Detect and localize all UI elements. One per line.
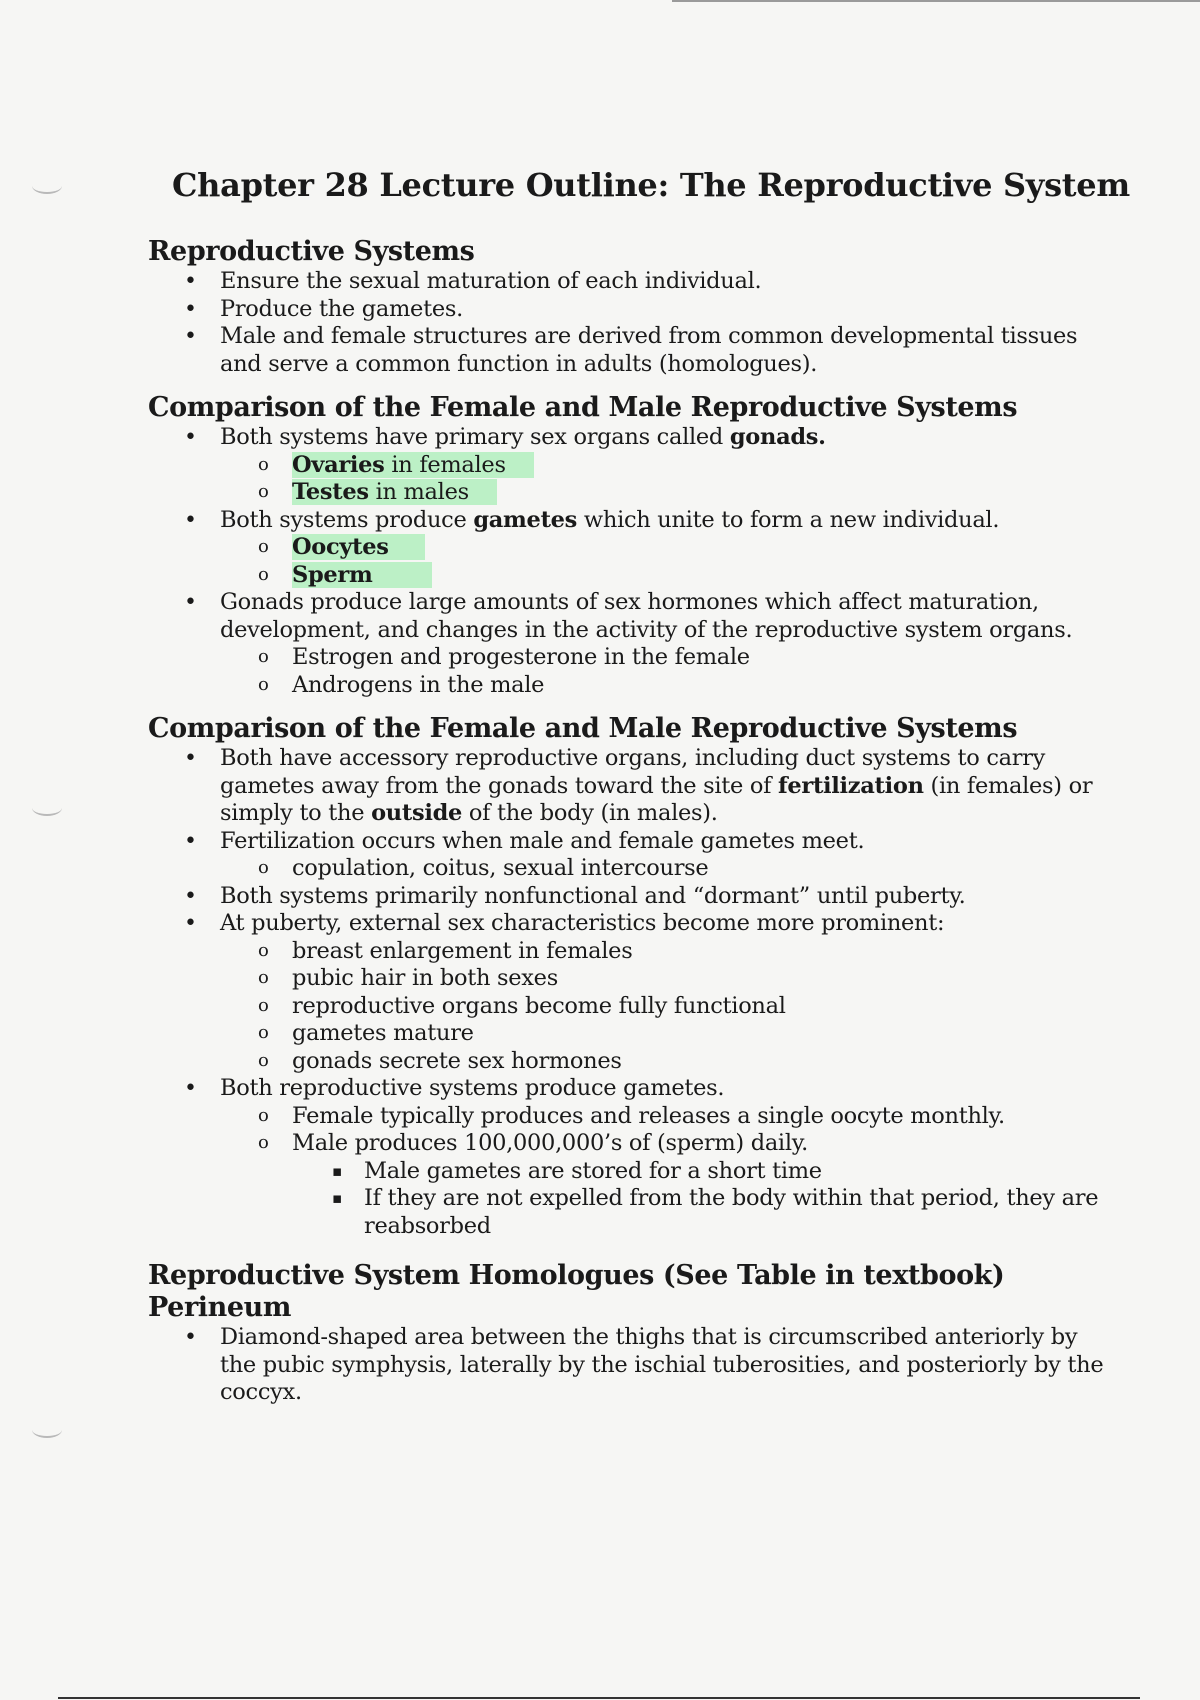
text-run: in males bbox=[368, 479, 469, 505]
binder-hole-mark bbox=[32, 800, 62, 816]
sub-list bbox=[220, 938, 1108, 1076]
highlight bbox=[292, 562, 432, 588]
text-run: which unite to form a new individual. bbox=[577, 506, 1000, 533]
text-run: Both systems produce bbox=[220, 506, 474, 533]
bold-term: gonads. bbox=[729, 424, 826, 450]
list-item: • Both systems primarily nonfunctional and “dormant” until puberty. bbox=[148, 883, 1108, 911]
text-run: of the body (in males). bbox=[462, 800, 718, 826]
sub-item bbox=[148, 452, 1108, 480]
text-run: (in females) or simply to the bbox=[220, 772, 1093, 826]
sub-item bbox=[148, 479, 1108, 507]
sub-item bbox=[148, 1130, 1108, 1240]
bold-term: outside bbox=[371, 800, 463, 826]
list-item: • Diamond-shaped area between the thighs that is circumscribed anteriorly by the pubic symphysis, laterally by the ischial tuberosities, and posteriorly by the coccyx. bbox=[148, 1324, 1108, 1407]
scan-edge-line bbox=[672, 0, 1200, 2]
text-run: Both have accessory reproductive organs, including duct systems to carry gametes away from the gonads toward the site of bbox=[220, 745, 1046, 799]
list-item bbox=[148, 910, 1108, 1075]
bullet-list bbox=[148, 424, 1108, 699]
binder-hole-mark bbox=[32, 178, 62, 194]
sub-item: o gametes mature bbox=[148, 1020, 1108, 1048]
list-item bbox=[148, 507, 1108, 590]
bold-term: gametes bbox=[473, 506, 578, 533]
sub-sub-list bbox=[292, 1158, 1108, 1241]
sub-list bbox=[220, 855, 1108, 883]
list-item: • Ensure the sexual maturation of each individual. bbox=[148, 268, 1108, 296]
highlight bbox=[292, 534, 425, 560]
bold-term: fertilization bbox=[778, 772, 924, 799]
bullet-list bbox=[148, 1324, 1108, 1407]
sub-item: o gonads secrete sex hormones bbox=[148, 1048, 1108, 1076]
list-item bbox=[148, 828, 1108, 883]
list-item: • Male and female structures are derived from common developmental tissues and serve a common function in adults (homologues). bbox=[148, 323, 1108, 378]
sub-list bbox=[220, 452, 1108, 507]
text-run: Male produces 100,000,000’s of (sperm) daily. bbox=[292, 1130, 808, 1156]
sub-item: o breast enlargement in females bbox=[148, 938, 1108, 966]
text-run: At puberty, external sex characteristics become more prominent: bbox=[220, 910, 945, 936]
bullet-list bbox=[148, 268, 1108, 378]
sub-item bbox=[148, 534, 1108, 562]
bold-term: Ovaries bbox=[292, 451, 385, 478]
sub-item: o Androgens in the male bbox=[148, 672, 1108, 700]
sub-item: o reproductive organs become fully functional bbox=[148, 993, 1108, 1021]
list-item: • Produce the gametes. bbox=[148, 296, 1108, 324]
highlight bbox=[292, 479, 497, 505]
bullet-list bbox=[148, 745, 1108, 1240]
sub-item: o Estrogen and progesterone in the female bbox=[148, 644, 1108, 672]
sub-sub-item: ▪ If they are not expelled from the body within that period, they are reabsorbed bbox=[148, 1185, 1108, 1240]
sub-item: o Female typically produces and releases a single oocyte monthly. bbox=[148, 1103, 1108, 1131]
text-run: Both reproductive systems produce gametes. bbox=[220, 1075, 725, 1101]
page-bottom-line bbox=[58, 1697, 1140, 1699]
sub-list bbox=[220, 534, 1108, 589]
sub-item: o copulation, coitus, sexual intercourse bbox=[148, 855, 1108, 883]
section-heading-reproductive-systems: Reproductive Systems bbox=[148, 236, 475, 267]
text-run: Gonads produce large amounts of sex hormones which affect maturation, development, and changes in the activity of the reproductive system organs. bbox=[220, 589, 1073, 643]
bold-term: Sperm bbox=[292, 561, 373, 588]
sub-list bbox=[220, 644, 1108, 699]
text-run: Both systems have primary sex organs called bbox=[220, 424, 730, 450]
outline-body bbox=[148, 236, 1108, 1407]
bold-term: Oocytes bbox=[292, 534, 389, 560]
sub-item: o pubic hair in both sexes bbox=[148, 965, 1108, 993]
text-run: in females bbox=[384, 451, 506, 478]
bold-term: Testes bbox=[292, 479, 369, 505]
list-item bbox=[148, 1075, 1108, 1240]
highlight bbox=[292, 452, 534, 478]
section-heading-comparison-1: Comparison of the Female and Male Reproductive Systems bbox=[148, 392, 1018, 423]
list-item bbox=[148, 745, 1108, 828]
section-heading-comparison-2: Comparison of the Female and Male Reproductive Systems bbox=[148, 713, 1018, 744]
section-heading-homologues: Reproductive System Homologues (See Table in textbook) bbox=[148, 1260, 1005, 1291]
list-item bbox=[148, 589, 1108, 699]
sub-item bbox=[148, 562, 1108, 590]
binder-hole-mark bbox=[32, 1422, 62, 1438]
page-title: Chapter 28 Lecture Outline: The Reproductive System bbox=[172, 166, 1130, 204]
sub-list bbox=[220, 1103, 1108, 1241]
list-item bbox=[148, 424, 1108, 507]
section-heading-perineum: Perineum bbox=[148, 1292, 292, 1323]
text-run: Fertilization occurs when male and female gametes meet. bbox=[220, 827, 865, 854]
sub-sub-item: ▪ Male gametes are stored for a short time bbox=[148, 1158, 1108, 1186]
